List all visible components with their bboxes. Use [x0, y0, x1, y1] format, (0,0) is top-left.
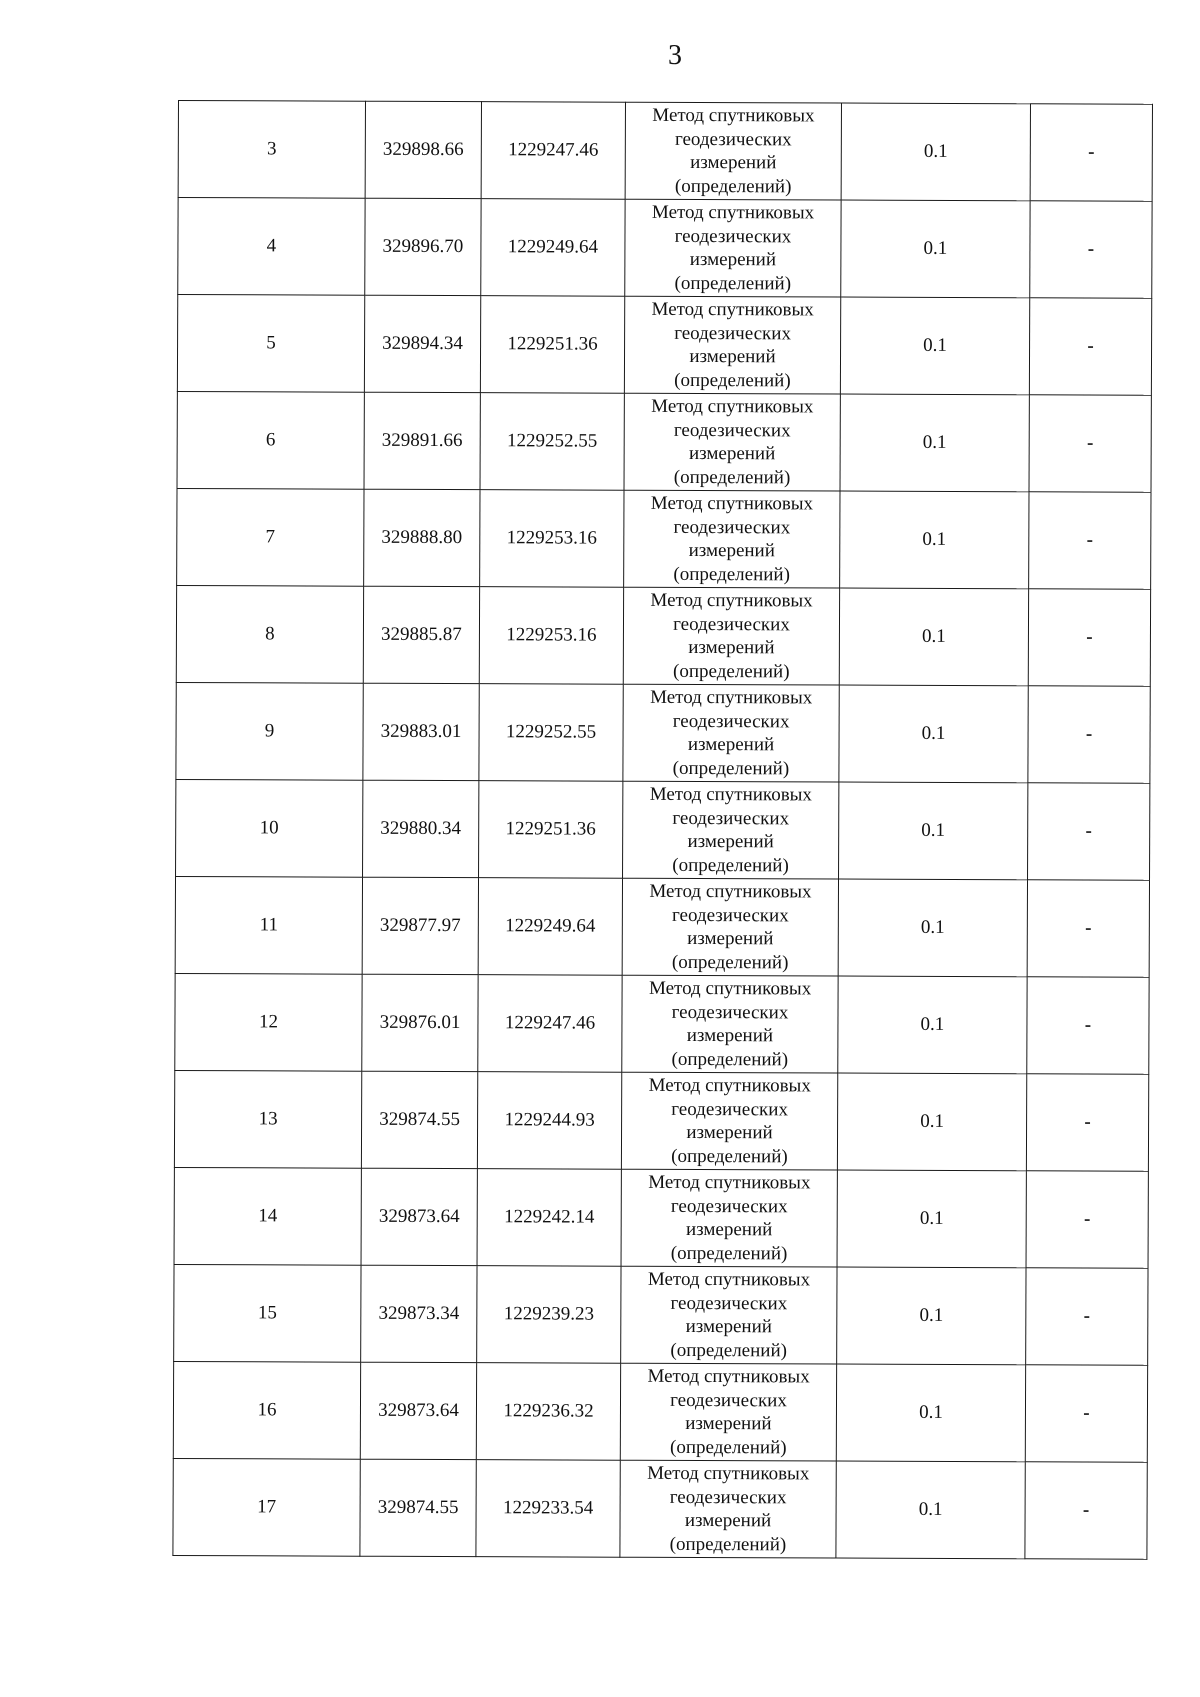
- x-coordinate: 329873.34: [378, 1302, 460, 1325]
- x-coordinate: 329891.66: [381, 429, 463, 452]
- method-text: Метод спутниковых геодезических измерений (определений): [651, 201, 815, 294]
- note-value: -: [1083, 1305, 1091, 1327]
- x-coordinate-cell: [362, 974, 478, 1071]
- accuracy-value: 0.1: [920, 1013, 945, 1035]
- note-cell: [1027, 977, 1149, 1074]
- y-coordinate: 1229251.36: [505, 818, 596, 840]
- coordinates-table: [172, 100, 1153, 1560]
- accuracy-cell: [840, 394, 1029, 492]
- method-text: Метод спутниковых геодезических измерений (определений): [652, 104, 815, 197]
- method-text: Метод спутниковых геодезических измерений (определений): [648, 1074, 811, 1167]
- method-cell: [622, 975, 838, 1073]
- x-coordinate: 329898.66: [382, 138, 464, 161]
- y-coordinate-cell: [480, 296, 624, 394]
- point-number: 16: [257, 1399, 277, 1421]
- accuracy-cell: [840, 491, 1029, 589]
- point-number: 7: [265, 526, 276, 548]
- table-row: [174, 1167, 1148, 1268]
- method-text: Метод спутниковых геодезических измерений (определений): [647, 1365, 810, 1458]
- y-coordinate-cell: [478, 878, 622, 976]
- note-value: -: [1087, 238, 1095, 260]
- x-coordinate: 329874.55: [379, 1108, 461, 1131]
- note-value: -: [1085, 723, 1093, 745]
- method-cell: [621, 1169, 837, 1267]
- accuracy-cell: [837, 1267, 1026, 1365]
- y-coordinate: 1229239.23: [503, 1303, 595, 1325]
- note-cell: [1026, 1074, 1148, 1171]
- method-text: Метод спутниковых геодезических измерений (определений): [650, 686, 813, 779]
- point-number: 12: [258, 1011, 279, 1033]
- x-coordinate: 329880.34: [380, 817, 462, 840]
- point-number-cell: [174, 1167, 361, 1265]
- method-cell: [623, 684, 839, 782]
- note-value: -: [1088, 141, 1095, 163]
- y-coordinate-cell: [478, 975, 622, 1073]
- y-coordinate-cell: [480, 490, 624, 588]
- accuracy-cell: [836, 1364, 1025, 1462]
- y-coordinate-cell: [479, 684, 623, 782]
- note-value: -: [1083, 1208, 1091, 1230]
- x-coordinate: 329896.70: [382, 235, 464, 258]
- y-coordinate: 1229247.46: [508, 139, 599, 161]
- accuracy-cell: [839, 782, 1028, 880]
- point-number-cell: [174, 1070, 361, 1168]
- accuracy-cell: [838, 976, 1027, 1074]
- method-text: Метод спутниковых геодезических измерений (определений): [649, 783, 813, 876]
- y-coordinate: 1229252.55: [505, 721, 597, 743]
- point-number-cell: [176, 779, 363, 877]
- y-coordinate: 1229233.54: [502, 1497, 594, 1519]
- accuracy-cell: [838, 879, 1027, 977]
- accuracy-value: 0.1: [922, 528, 947, 550]
- table-row: [176, 682, 1150, 783]
- point-number: 5: [266, 332, 276, 354]
- note-cell: [1029, 298, 1151, 395]
- point-number-cell: [175, 973, 362, 1071]
- x-coordinate-cell: [364, 295, 480, 392]
- table-row: [177, 391, 1151, 492]
- y-coordinate-cell: [477, 1266, 621, 1364]
- method-text: Метод спутниковых геодезических измерений (определений): [651, 395, 814, 488]
- point-number-cell: [175, 876, 362, 974]
- accuracy-cell: [837, 1073, 1026, 1171]
- x-coordinate: 329874.55: [377, 1496, 459, 1519]
- x-coordinate-cell: [360, 1459, 476, 1556]
- y-coordinate-cell: [477, 1072, 621, 1170]
- method-cell: [625, 102, 841, 200]
- method-cell: [621, 1072, 837, 1170]
- y-coordinate: 1229251.36: [507, 333, 598, 355]
- accuracy-value: 0.1: [921, 819, 946, 841]
- note-cell: [1030, 104, 1152, 201]
- method-cell: [622, 878, 838, 976]
- y-coordinate: 1229242.14: [504, 1206, 595, 1228]
- table-row: [177, 295, 1151, 396]
- table-row: [175, 876, 1149, 977]
- x-coordinate: 329883.01: [380, 720, 462, 743]
- note-cell: [1029, 395, 1151, 492]
- point-number-cell: [177, 295, 364, 393]
- x-coordinate: 329876.01: [379, 1011, 461, 1034]
- page-number: 3: [668, 40, 682, 71]
- method-cell: [624, 393, 840, 491]
- point-number-cell: [173, 1361, 360, 1459]
- y-coordinate-cell: [480, 393, 624, 491]
- point-number-cell: [178, 101, 365, 199]
- method-cell: [621, 1266, 837, 1364]
- y-coordinate: 1229249.64: [507, 236, 599, 258]
- accuracy-cell: [839, 588, 1028, 686]
- note-value: -: [1084, 1014, 1092, 1036]
- note-cell: [1030, 201, 1152, 298]
- accuracy-cell: [841, 200, 1030, 298]
- point-number: 9: [264, 720, 275, 742]
- point-number: 10: [259, 817, 279, 839]
- accuracy-value: 0.1: [922, 625, 946, 647]
- method-cell: [620, 1460, 836, 1558]
- x-coordinate: 329888.80: [381, 526, 463, 549]
- method-cell: [620, 1363, 836, 1461]
- y-coordinate: 1229244.93: [504, 1109, 595, 1131]
- y-coordinate-cell: [481, 199, 625, 297]
- x-coordinate-cell: [364, 489, 480, 586]
- accuracy-value: 0.1: [923, 140, 948, 162]
- method-cell: [623, 781, 839, 879]
- point-number: 8: [265, 623, 275, 645]
- point-number: 14: [258, 1205, 278, 1227]
- accuracy-value: 0.1: [923, 237, 948, 259]
- note-value: -: [1084, 1111, 1091, 1133]
- table-row: [178, 198, 1152, 299]
- accuracy-cell: [839, 685, 1028, 783]
- accuracy-value: 0.1: [918, 1498, 943, 1520]
- table-row: [176, 585, 1150, 686]
- x-coordinate-cell: [361, 1265, 477, 1362]
- point-number-cell: [177, 488, 364, 586]
- coordinates-table-body: [173, 101, 1153, 1560]
- point-number: 6: [265, 429, 276, 451]
- x-coordinate: 329873.64: [378, 1399, 459, 1422]
- accuracy-value: 0.1: [919, 1207, 944, 1229]
- accuracy-value: 0.1: [921, 722, 946, 744]
- table-row: [178, 101, 1152, 202]
- point-number-cell: [177, 391, 364, 489]
- method-text: Метод спутниковых геодезических измерений (определений): [647, 1462, 810, 1555]
- note-cell: [1028, 589, 1150, 686]
- accuracy-value: 0.1: [922, 431, 947, 453]
- point-number-cell: [176, 682, 363, 780]
- note-value: -: [1086, 626, 1093, 648]
- point-number-cell: [178, 198, 365, 296]
- note-cell: [1027, 880, 1149, 977]
- accuracy-value: 0.1: [920, 1110, 944, 1132]
- y-coordinate-cell: [477, 1169, 621, 1267]
- point-number: 3: [267, 138, 277, 160]
- method-text: Метод спутниковых геодезических измерений (определений): [650, 492, 814, 585]
- y-coordinate: 1229247.46: [504, 1012, 596, 1034]
- x-coordinate: 329873.64: [378, 1205, 460, 1228]
- method-text: Метод спутниковых геодезических измерений (определений): [651, 298, 814, 391]
- note-value: -: [1086, 529, 1094, 551]
- point-number: 11: [259, 914, 279, 936]
- point-number: 4: [266, 235, 277, 257]
- point-number-cell: [176, 585, 363, 683]
- x-coordinate-cell: [363, 780, 479, 877]
- table-row: [176, 779, 1150, 880]
- x-coordinate-cell: [365, 198, 481, 295]
- accuracy-cell: [837, 1170, 1026, 1268]
- note-value: -: [1087, 335, 1094, 357]
- table-row: [177, 488, 1151, 589]
- note-value: -: [1082, 1499, 1090, 1521]
- note-cell: [1028, 783, 1150, 880]
- y-coordinate: 1229236.32: [503, 1400, 594, 1422]
- method-text: Метод спутниковых геодезических измерений (определений): [650, 589, 813, 682]
- y-coordinate: 1229249.64: [505, 915, 596, 937]
- x-coordinate: 329894.34: [382, 332, 463, 355]
- y-coordinate: 1229252.55: [507, 430, 598, 452]
- note-cell: [1025, 1365, 1147, 1462]
- point-number: 17: [257, 1496, 277, 1518]
- table-row: [174, 1070, 1148, 1171]
- point-number: 13: [258, 1108, 278, 1130]
- x-coordinate-cell: [361, 1071, 477, 1168]
- x-coordinate-cell: [363, 683, 479, 780]
- method-cell: [624, 296, 840, 394]
- y-coordinate-cell: [476, 1363, 620, 1461]
- y-coordinate-cell: [476, 1460, 620, 1558]
- y-coordinate-cell: [481, 102, 625, 200]
- x-coordinate-cell: [362, 877, 478, 974]
- method-cell: [623, 587, 839, 685]
- accuracy-cell: [836, 1461, 1025, 1559]
- method-text: Метод спутниковых геодезических измерений (определений): [648, 977, 812, 1070]
- x-coordinate-cell: [363, 586, 479, 683]
- method-text: Метод спутниковых геодезических измерений (определений): [647, 1268, 811, 1361]
- x-coordinate-cell: [365, 101, 481, 198]
- method-text: Метод спутниковых геодезических измерений (определений): [649, 880, 812, 973]
- table-row: [173, 1458, 1147, 1559]
- table-row: [173, 1361, 1147, 1462]
- point-number: 15: [257, 1302, 277, 1324]
- note-cell: [1028, 686, 1150, 783]
- x-coordinate-cell: [360, 1362, 476, 1459]
- y-coordinate-cell: [479, 587, 623, 685]
- y-coordinate: 1229253.16: [506, 624, 597, 646]
- accuracy-cell: [840, 297, 1029, 395]
- note-value: -: [1085, 917, 1092, 939]
- x-coordinate: 329885.87: [381, 623, 462, 646]
- table-row: [175, 973, 1149, 1074]
- accuracy-value: 0.1: [923, 334, 947, 356]
- x-coordinate-cell: [361, 1168, 477, 1265]
- y-coordinate-cell: [479, 781, 623, 879]
- x-coordinate-cell: [364, 392, 480, 489]
- accuracy-cell: [841, 103, 1030, 201]
- x-coordinate: 329877.97: [379, 914, 461, 937]
- note-value: -: [1083, 1402, 1090, 1424]
- note-cell: [1029, 492, 1151, 589]
- accuracy-value: 0.1: [920, 916, 945, 938]
- method-cell: [624, 490, 840, 588]
- point-number-cell: [173, 1458, 360, 1556]
- y-coordinate: 1229253.16: [506, 527, 597, 549]
- method-cell: [625, 199, 841, 297]
- method-text: Метод спутниковых геодезических измерений (определений): [648, 1171, 811, 1264]
- accuracy-value: 0.1: [919, 1401, 943, 1423]
- note-cell: [1026, 1268, 1148, 1365]
- note-value: -: [1086, 432, 1094, 454]
- point-number-cell: [174, 1264, 361, 1362]
- note-cell: [1026, 1171, 1148, 1268]
- note-cell: [1025, 1462, 1147, 1559]
- accuracy-value: 0.1: [919, 1304, 944, 1326]
- note-value: -: [1085, 820, 1092, 842]
- table-row: [174, 1264, 1148, 1365]
